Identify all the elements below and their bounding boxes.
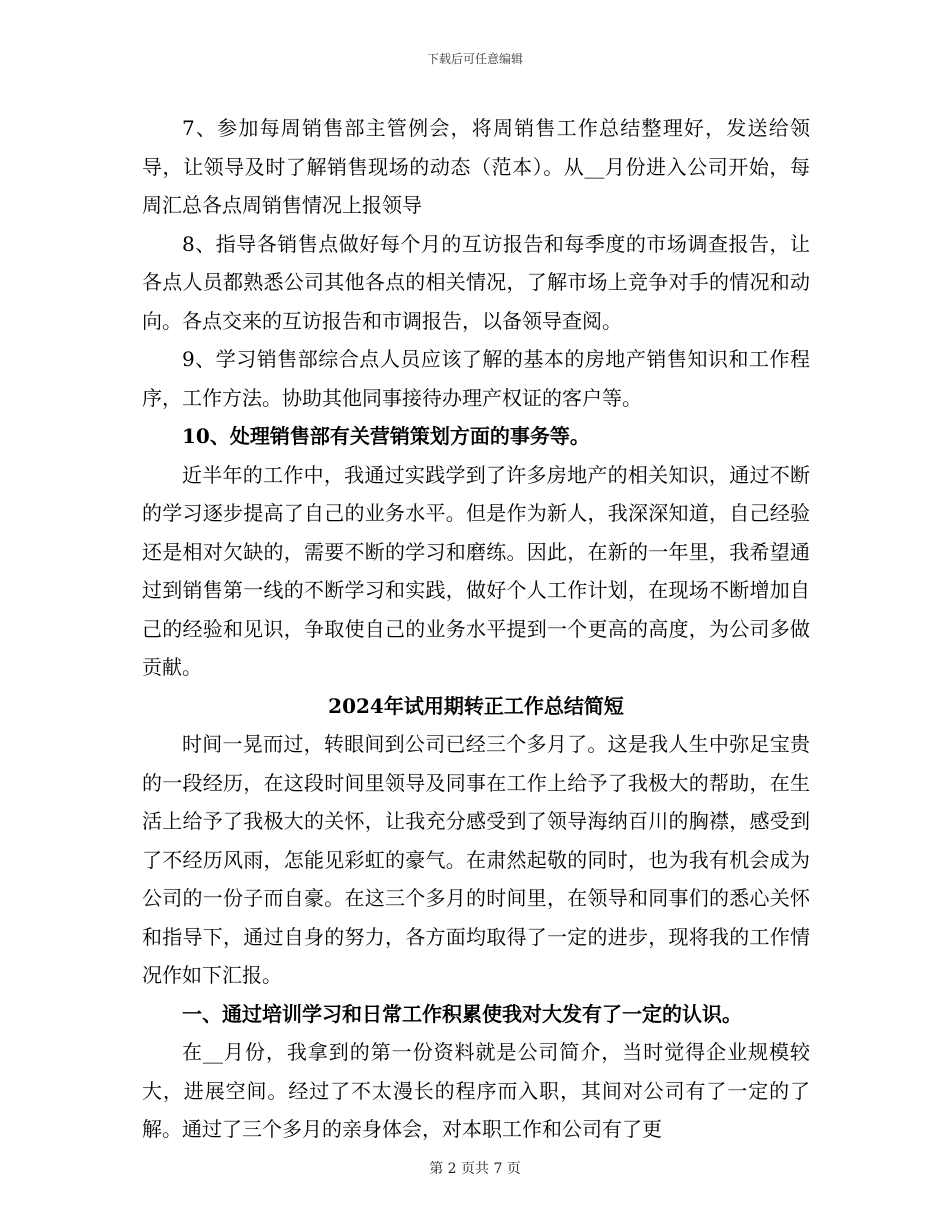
paragraph-item-10: 10、处理销售部有关营销策划方面的事务等。 bbox=[182, 424, 590, 448]
page-header: 下载后可任意编辑 bbox=[426, 52, 523, 66]
subheading-one: 一、通过培训学习和日常工作积累使我对大发有了一定的认识。 bbox=[182, 1001, 742, 1026]
paragraph-intro: 时间一晃而过，转眼间到公司已经三个多月了。这是我人生中弥足宝贵的一段经历，在这段时间里领导及同事在工作上给予了我极大的帮助，在生活上给予了我极大的关怀，让我充分感受到了领导海纳百川的胸襟，感受到了不经历风雨，怎能见彩虹的豪气。在肃然起敬的同时，也为我有机会成为公司的一份子而自豪。在这三个多月的时间里，在领导和同事们的悉心关怀和指导下，通过自身的努力，各方面均取得了一定的进步，现将我的工作情况作如下汇报。 bbox=[142, 732, 810, 987]
paragraph-item-9: 9、学习销售部综合点人员应该了解的基本的房地产销售知识和工作程序，工作方法。协助其他同事接待办理产权证的客户等。 bbox=[142, 347, 810, 410]
paragraph-item-7: 7、参加每周销售部主管例会，将周销售工作总结整理好，发送给领导，让领导及时了解销售现场的动态（范本）。从__月份进入公司开始，每周汇总各点周销售情况上报领导 bbox=[142, 116, 810, 217]
paragraph-item-8: 8、指导各销售点做好每个月的互访报告和每季度的市场调查报告，让各点人员都熟悉公司其他各点的相关情况，了解市场上竞争对手的情况和动向。各点交来的互访报告和市调报告，以备领导查阅。 bbox=[142, 231, 810, 333]
paragraph-company-intro: 在__月份，我拿到的第一份资料就是公司简介，当时觉得企业规模较大，进展空间。经过了不太漫长的程序而入职，其间对公司有了一定的了解。通过了三个多月的亲身体会，对本职工作和公司有了更 bbox=[142, 1040, 810, 1141]
section-title: 2024年试用期转正工作总结简短 bbox=[328, 693, 624, 718]
paragraph-summary: 近半年的工作中，我通过实践学到了许多房地产的相关知识，通过不断的学习逐步提高了自己的业务水平。但是作为新人，我深深知道，自己经验还是相对欠缺的，需要不断的学习和磨练。因此，在新的一年里，我希望通过到销售第一线的不断学习和实践，做好个人工作计划，在现场不断增加自己的经验和见识，争取使自己的业务水平提到一个更高的高度，为公司多做贡献。 bbox=[142, 462, 810, 679]
document-body bbox=[142, 109, 810, 1149]
page-footer: 第 2 页共 7 页 bbox=[429, 1161, 521, 1177]
